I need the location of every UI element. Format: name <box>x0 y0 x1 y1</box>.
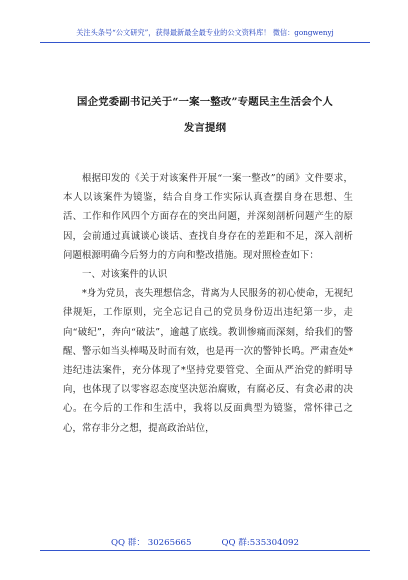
footer-rule <box>40 550 370 551</box>
document-body <box>63 169 353 438</box>
document-title-line2: 发言提纲 <box>183 122 227 134</box>
body-paragraph: *身为党员，丧失理想信念，背离为人民服务的初心使命，无视纪律规矩，工作原则，完全忘记自己的党员身份迈出违纪第一步，走向“破纪”，奔向“破法”，逾越了底线。教训惨痛而深刻，给我们的警醒、警示如当头棒喝及时而有效，也是再一次的警钟长鸣。严肃查处*违纪违法案件，充分体现了*坚持党要管党、全面从严治党的鲜明导向，也体现了以零容忍态度坚决惩治腐败，有腐必反、有贪必肃的决心。在今后的工作和生活中，我将以反面典型为镜鉴，常怀律己之心，常存非分之想，提高政治站位， <box>63 288 353 434</box>
section-heading: 一、对该案件的认识 <box>82 269 168 281</box>
header-banner: 关注头条号“公文研究”，获得最新最全最专业的公文资料库！ 微信：gongwenyj <box>76 28 334 37</box>
document-title-line1: 国企党委副书记关于“一案一整改”专题民主生活会个人 <box>77 96 333 108</box>
footer-qq-group-1: QQ 群： 30265665 <box>110 538 192 548</box>
footer-contact <box>40 537 370 549</box>
header-rule <box>40 42 370 43</box>
intro-paragraph: 根据印发的《关于对该案件开展“一案一整改”的函》文件要求，本人以该案件为镜鉴，结合自身工作实际认真查摆自身在思想、生活、工作和作风四个方面存在的突出问题，并深刻剖析问题产生的原因，会前通过真诚谈心谈话、查找自身存在的差距和不足，深入剖析问题根源明确今后努力的方向和整改措施。现对照检查如下： <box>63 173 353 261</box>
footer-qq-group-2: QQ 群:535304092 <box>221 538 299 548</box>
